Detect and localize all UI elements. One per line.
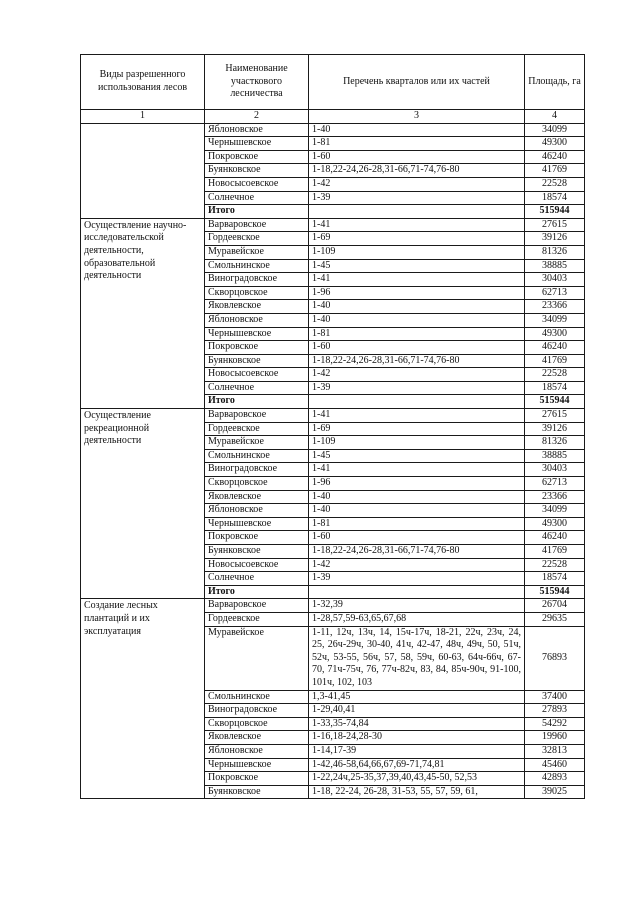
area-value: 39025 <box>525 785 585 799</box>
use-category <box>81 123 205 218</box>
forestry-name: Виноградовское <box>205 463 309 477</box>
total-area-value: 515944 <box>525 585 585 599</box>
quarters-list: 1-96 <box>309 477 525 491</box>
forestry-name: Покровское <box>205 341 309 355</box>
forestry-name: Смольнинское <box>205 690 309 704</box>
area-value: 27615 <box>525 409 585 423</box>
total-label: Итого <box>205 585 309 599</box>
quarters-list: 1-14,17-39 <box>309 744 525 758</box>
forestry-name: Варваровское <box>205 218 309 232</box>
quarters-list: 1-41 <box>309 218 525 232</box>
forestry-name: Покровское <box>205 150 309 164</box>
area-value: 27615 <box>525 218 585 232</box>
forestry-name: Чернышевское <box>205 517 309 531</box>
forestry-name: Покровское <box>205 772 309 786</box>
forestry-name: Солнечное <box>205 572 309 586</box>
column-index: 4 <box>525 110 585 124</box>
forestry-name: Чернышевское <box>205 327 309 341</box>
forestry-name: Буянковское <box>205 545 309 559</box>
quarters-list: 1-42,46-58,64,66,67,69-71,74,81 <box>309 758 525 772</box>
area-value: 23366 <box>525 300 585 314</box>
table-row <box>81 218 585 232</box>
area-value: 81326 <box>525 436 585 450</box>
area-value: 34099 <box>525 504 585 518</box>
forestry-name: Новосысоевское <box>205 177 309 191</box>
quarters-list: 1-81 <box>309 137 525 151</box>
area-value: 18574 <box>525 191 585 205</box>
area-value: 32813 <box>525 744 585 758</box>
quarters-list: 1-40 <box>309 300 525 314</box>
area-value: 38885 <box>525 449 585 463</box>
quarters-list: 1-42 <box>309 368 525 382</box>
quarters-list: 1-69 <box>309 232 525 246</box>
quarters-list: 1-40 <box>309 490 525 504</box>
quarters-list: 1-96 <box>309 286 525 300</box>
table-row <box>81 599 585 613</box>
forestry-name: Муравейское <box>205 626 309 690</box>
quarters-list: 1-40 <box>309 504 525 518</box>
forestry-name: Смольнинское <box>205 449 309 463</box>
forestry-name: Муравейское <box>205 436 309 450</box>
quarters-list: 1-41 <box>309 273 525 287</box>
forestry-name: Муравейское <box>205 245 309 259</box>
forestry-name: Варваровское <box>205 409 309 423</box>
quarters-list: 1-45 <box>309 449 525 463</box>
quarters-list: 1-81 <box>309 517 525 531</box>
forestry-name: Яковлевское <box>205 300 309 314</box>
area-value: 81326 <box>525 245 585 259</box>
total-label: Итого <box>205 395 309 409</box>
forestry-name: Чернышевское <box>205 137 309 151</box>
quarters-list: 1-109 <box>309 436 525 450</box>
forestry-name: Виноградовское <box>205 273 309 287</box>
area-value: 46240 <box>525 150 585 164</box>
area-value: 34099 <box>525 123 585 137</box>
area-value: 41769 <box>525 164 585 178</box>
column-index: 3 <box>309 110 525 124</box>
quarters-list: 1-28,57,59-63,65,67,68 <box>309 612 525 626</box>
forestry-name: Буянковское <box>205 164 309 178</box>
area-value: 42893 <box>525 772 585 786</box>
quarters-list: 1-41 <box>309 409 525 423</box>
forestry-name: Виноградовское <box>205 704 309 718</box>
quarters-list: 1-18,22-24,26-28,31-66,71-74,76-80 <box>309 354 525 368</box>
area-value: 54292 <box>525 717 585 731</box>
quarters-list: 1-33,35-74,84 <box>309 717 525 731</box>
area-value: 22528 <box>525 177 585 191</box>
area-value: 49300 <box>525 137 585 151</box>
column-index: 2 <box>205 110 309 124</box>
area-value: 30403 <box>525 273 585 287</box>
forestry-name: Скворцовское <box>205 717 309 731</box>
forestry-name: Новосысоевское <box>205 558 309 572</box>
area-value: 23366 <box>525 490 585 504</box>
area-value: 49300 <box>525 517 585 531</box>
forestry-name: Яковлевское <box>205 490 309 504</box>
area-value: 62713 <box>525 286 585 300</box>
area-value: 76893 <box>525 626 585 690</box>
forest-use-table <box>80 54 585 799</box>
area-value: 45460 <box>525 758 585 772</box>
area-value: 39126 <box>525 422 585 436</box>
area-value: 46240 <box>525 531 585 545</box>
quarters-list: 1-18, 22-24, 26-28, 31-53, 55, 57, 59, 61, <box>309 785 525 799</box>
quarters-list: 1-60 <box>309 150 525 164</box>
area-value: 22528 <box>525 368 585 382</box>
forestry-name: Гордеевское <box>205 612 309 626</box>
quarters-list: 1-40 <box>309 313 525 327</box>
quarters-list: 1-39 <box>309 572 525 586</box>
area-value: 37400 <box>525 690 585 704</box>
forestry-name: Солнечное <box>205 381 309 395</box>
forestry-name: Гордеевское <box>205 232 309 246</box>
quarters-list: 1-22,24ч,25-35,37,39,40,43,45-50, 52,53 <box>309 772 525 786</box>
header-quarters: Перечень кварталов или их частей <box>309 55 525 110</box>
header-row <box>81 55 585 110</box>
header-area: Площадь, га <box>525 55 585 110</box>
use-category: Создание лесных плантаций и их эксплуатация <box>81 599 205 799</box>
forestry-name: Яковлевское <box>205 731 309 745</box>
area-value: 34099 <box>525 313 585 327</box>
quarters-list: 1-32,39 <box>309 599 525 613</box>
area-value: 18574 <box>525 381 585 395</box>
forestry-name: Яблоновское <box>205 504 309 518</box>
area-value: 41769 <box>525 545 585 559</box>
quarters-list: 1-41 <box>309 463 525 477</box>
quarters-list: 1-109 <box>309 245 525 259</box>
total-empty-cell <box>309 395 525 409</box>
quarters-list: 1-69 <box>309 422 525 436</box>
forestry-name: Яблоновское <box>205 313 309 327</box>
area-value: 30403 <box>525 463 585 477</box>
quarters-list: 1-29,40,41 <box>309 704 525 718</box>
quarters-list: 1-42 <box>309 177 525 191</box>
forestry-name: Новосысоевское <box>205 368 309 382</box>
quarters-list: 1-81 <box>309 327 525 341</box>
forestry-name: Скворцовское <box>205 477 309 491</box>
forestry-name: Варваровское <box>205 599 309 613</box>
total-area-value: 515944 <box>525 395 585 409</box>
forestry-name: Солнечное <box>205 191 309 205</box>
area-value: 27893 <box>525 704 585 718</box>
forestry-name: Яблоновское <box>205 744 309 758</box>
quarters-list: 1-16,18-24,28-30 <box>309 731 525 745</box>
document-page <box>80 54 584 799</box>
forestry-name: Буянковское <box>205 785 309 799</box>
header-forestry: Наименование участкового лесничества <box>205 55 309 110</box>
area-value: 41769 <box>525 354 585 368</box>
forestry-name: Скворцовское <box>205 286 309 300</box>
forestry-name: Чернышевское <box>205 758 309 772</box>
quarters-list: 1-60 <box>309 531 525 545</box>
area-value: 26704 <box>525 599 585 613</box>
table-body <box>81 110 585 799</box>
quarters-list: 1,3-41,45 <box>309 690 525 704</box>
column-index-row <box>81 110 585 124</box>
column-index: 1 <box>81 110 205 124</box>
quarters-list: 1-42 <box>309 558 525 572</box>
area-value: 39126 <box>525 232 585 246</box>
quarters-list: 1-18,22-24,26-28,31-66,71-74,76-80 <box>309 164 525 178</box>
quarters-list: 1-45 <box>309 259 525 273</box>
quarters-list: 1-39 <box>309 191 525 205</box>
area-value: 49300 <box>525 327 585 341</box>
forestry-name: Покровское <box>205 531 309 545</box>
area-value: 18574 <box>525 572 585 586</box>
quarters-list: 1-39 <box>309 381 525 395</box>
use-category: Осуществление рекреационной деятельности <box>81 409 205 599</box>
table-row <box>81 409 585 423</box>
total-empty-cell <box>309 585 525 599</box>
table-row <box>81 123 585 137</box>
total-empty-cell <box>309 205 525 219</box>
area-value: 19960 <box>525 731 585 745</box>
quarters-list: 1-60 <box>309 341 525 355</box>
area-value: 46240 <box>525 341 585 355</box>
forestry-name: Смольнинское <box>205 259 309 273</box>
forestry-name: Гордеевское <box>205 422 309 436</box>
header-type: Виды разрешенного использования лесов <box>81 55 205 110</box>
total-label: Итого <box>205 205 309 219</box>
area-value: 38885 <box>525 259 585 273</box>
forestry-name: Буянковское <box>205 354 309 368</box>
quarters-list: 1-40 <box>309 123 525 137</box>
quarters-list: 1-18,22-24,26-28,31-66,71-74,76-80 <box>309 545 525 559</box>
area-value: 22528 <box>525 558 585 572</box>
area-value: 62713 <box>525 477 585 491</box>
forestry-name: Яблоновское <box>205 123 309 137</box>
use-category: Осуществление научно-исследовательской деятельности, образовательной деятельности <box>81 218 205 408</box>
total-area-value: 515944 <box>525 205 585 219</box>
quarters-list: 1-11, 12ч, 13ч, 14, 15ч-17ч, 18-21, 22ч, 23ч, 24, 25, 26ч-29ч, 30-40, 41ч, 42-47, 48ч, 49ч, 50, 51ч, 52ч, 53-55, 56ч, 57, 58, 59ч, 60-63, 64ч-66ч, 67-70, 71ч-75ч, 76, 77ч-82ч, 83, 84, 85ч-90ч, 91-100, 101ч, 102, 103 <box>309 626 525 690</box>
area-value: 29635 <box>525 612 585 626</box>
